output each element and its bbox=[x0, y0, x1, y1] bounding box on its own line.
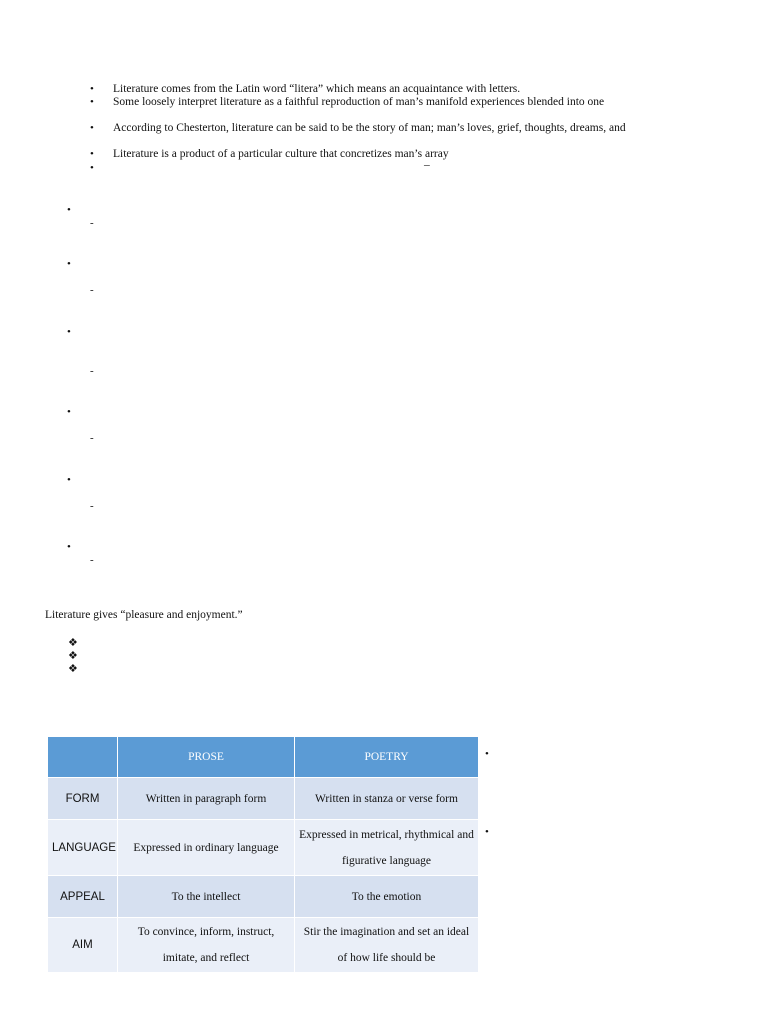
cell-poetry: Expressed in metrical, rhythmical and figurative language bbox=[295, 820, 479, 876]
bullet-marker: • bbox=[90, 162, 94, 174]
intro-bullet-2: Some loosely interpret literature as a faithful reproduction of man’s manifold experiences blended into one bbox=[113, 96, 605, 108]
dash-marker: - bbox=[90, 217, 94, 229]
diamond-bullet-icon: ❖ bbox=[68, 663, 78, 675]
dash-marker: - bbox=[90, 500, 94, 512]
table-header-row bbox=[48, 737, 479, 778]
diamond-bullet-icon: ❖ bbox=[68, 637, 78, 649]
bullet-marker: • bbox=[90, 148, 94, 160]
dash-marker: - bbox=[90, 365, 94, 377]
prose-poetry-table bbox=[47, 736, 479, 973]
bullet-marker: • bbox=[485, 826, 489, 838]
pleasure-line: Literature gives “pleasure and enjoyment.” bbox=[45, 609, 243, 621]
table-row bbox=[48, 820, 479, 876]
cell-poetry: To the emotion bbox=[295, 876, 479, 918]
intro-bullet-4: Literature is a product of a particular culture that concretizes man’s array bbox=[113, 148, 449, 160]
bullet-marker: • bbox=[67, 541, 71, 553]
table-row bbox=[48, 876, 479, 918]
intro-bullet-3: According to Chesterton, literature can be said to be the story of man; man’s loves, grief, thoughts, dreams, and bbox=[113, 122, 626, 134]
cell-poetry: Written in stanza or verse form bbox=[295, 778, 479, 820]
bullet-marker: • bbox=[90, 122, 94, 134]
cell-poetry: Stir the imagination and set an ideal of how life should be bbox=[295, 918, 479, 973]
cell-prose: To the intellect bbox=[118, 876, 295, 918]
table-row bbox=[48, 778, 479, 820]
row-label-aim: AIM bbox=[48, 918, 118, 973]
cell-prose: Expressed in ordinary language bbox=[118, 820, 295, 876]
table-header-empty bbox=[48, 737, 118, 778]
diamond-bullet-icon: ❖ bbox=[68, 650, 78, 662]
cell-prose: Written in paragraph form bbox=[118, 778, 295, 820]
row-label-appeal: APPEAL bbox=[48, 876, 118, 918]
bullet-marker: • bbox=[90, 96, 94, 108]
row-label-language: LANGUAGE bbox=[48, 820, 118, 876]
bullet-marker: • bbox=[67, 474, 71, 486]
bullet-marker: • bbox=[67, 204, 71, 216]
cell-prose: To convince, inform, instruct, imitate, and reflect bbox=[118, 918, 295, 973]
dash-marker: - bbox=[90, 554, 94, 566]
row-label-form: FORM bbox=[48, 778, 118, 820]
table-row bbox=[48, 918, 479, 973]
bullet-marker: • bbox=[67, 258, 71, 270]
stray-dash: – bbox=[424, 159, 430, 171]
bullet-marker: • bbox=[485, 748, 489, 760]
bullet-marker: • bbox=[67, 326, 71, 338]
table-header-poetry: POETRY bbox=[295, 737, 479, 778]
dash-marker: - bbox=[90, 284, 94, 296]
intro-bullet-1: Literature comes from the Latin word “litera” which means an acquaintance with letters. bbox=[113, 83, 521, 95]
bullet-marker: • bbox=[67, 406, 71, 418]
dash-marker: - bbox=[90, 432, 94, 444]
table-header-prose: PROSE bbox=[118, 737, 295, 778]
bullet-marker: • bbox=[90, 83, 94, 95]
